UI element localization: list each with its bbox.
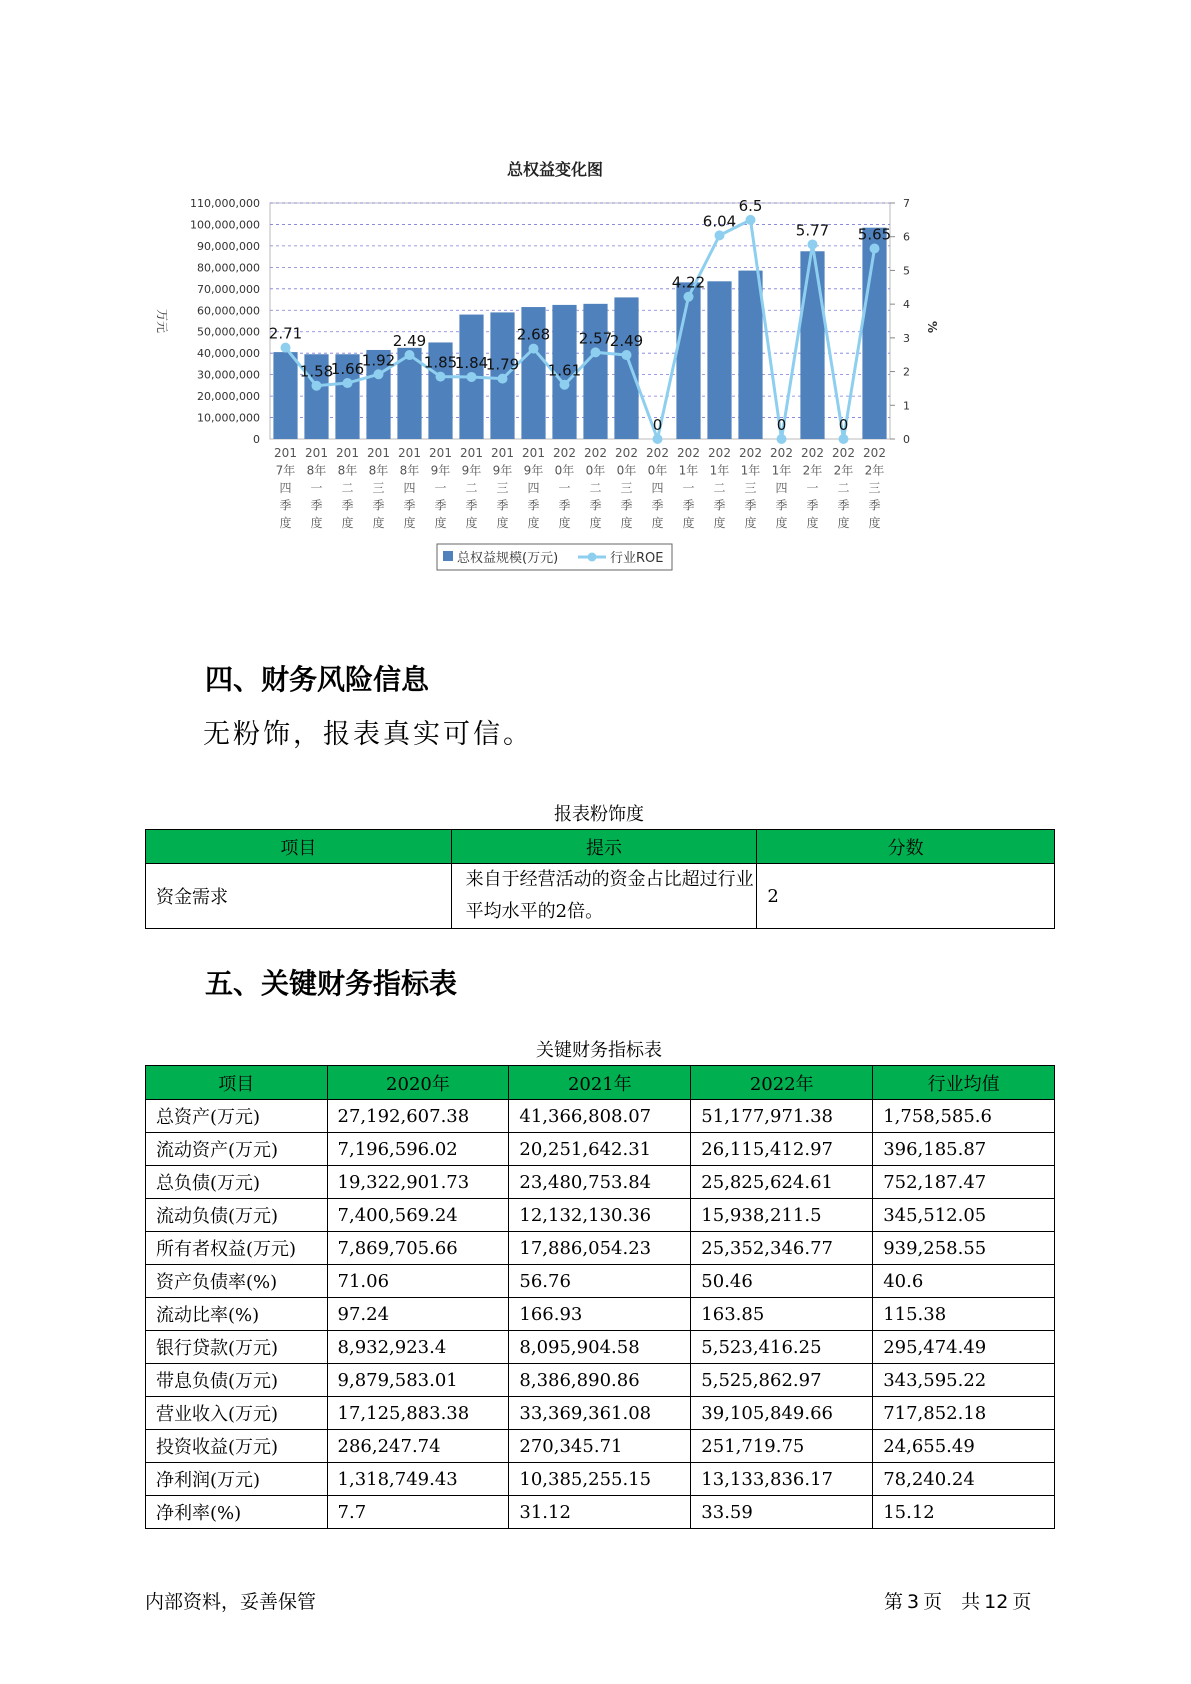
indicator-value-cell: 51,177,971.38 — [691, 1100, 873, 1133]
indicator-name-cell: 流动比率(%) — [146, 1298, 328, 1331]
indicator-value-cell: 939,258.55 — [873, 1232, 1055, 1265]
x-tick-label: 201 9年二季度 — [460, 446, 483, 530]
y-tick-label: 30,000,000 — [197, 368, 260, 382]
y-tick-label: 0 — [253, 433, 260, 446]
indicator-name-cell: 净利率(%) — [146, 1496, 328, 1529]
legend-bar-swatch — [443, 551, 453, 561]
y-tick-label: 100,000,000 — [190, 218, 260, 232]
roe-point — [777, 434, 787, 444]
indicator-value-cell: 166.93 — [509, 1298, 691, 1331]
column-header-2020: 2020年 — [327, 1066, 509, 1100]
legend-bar-label: 总权益规模(万元) — [457, 551, 559, 566]
key-indicators-body — [146, 1100, 1055, 1529]
x-tick-label: 202 2年二季度 — [832, 446, 855, 530]
risk-section-heading: 四、财务风险信息 — [205, 663, 430, 696]
indicator-name-cell: 银行贷款(万元) — [146, 1331, 328, 1364]
equity-chart — [155, 160, 1020, 620]
indicator-value-cell: 5,523,416.25 — [691, 1331, 873, 1364]
indicator-name-cell: 所有者权益(万元) — [146, 1232, 328, 1265]
bar — [738, 271, 762, 439]
indicator-value-cell: 163.85 — [691, 1298, 873, 1331]
indicator-value-cell: 17,886,054.23 — [509, 1232, 691, 1265]
window-dressing-table — [145, 829, 1055, 929]
column-header-item: 项目 — [146, 1066, 328, 1100]
bar — [862, 228, 886, 439]
risk-item-cell: 资金需求 — [146, 864, 452, 929]
column-header-hint: 提示 — [451, 830, 757, 864]
roe-data-label: 1.61 — [547, 361, 582, 380]
column-header-score: 分数 — [757, 830, 1055, 864]
indicator-value-cell: 25,352,346.77 — [691, 1232, 873, 1265]
y2-tick-label: 3 — [903, 331, 910, 345]
table-row — [146, 1430, 1055, 1463]
x-tick-label: 202 2年一季度 — [801, 446, 824, 530]
table-row — [146, 1100, 1055, 1133]
indicator-value-cell: 15.12 — [873, 1496, 1055, 1529]
indicator-value-cell: 9,879,583.01 — [327, 1364, 509, 1397]
roe-data-label: 2.68 — [516, 325, 551, 344]
x-tick-label: 201 8年三季度 — [367, 446, 390, 530]
roe-data-label: 2.49 — [609, 332, 644, 351]
table-header-row — [146, 830, 1055, 864]
roe-point — [498, 374, 508, 384]
indicator-value-cell: 8,386,890.86 — [509, 1364, 691, 1397]
y-tick-label: 80,000,000 — [197, 261, 260, 275]
indicator-value-cell: 25,825,624.61 — [691, 1166, 873, 1199]
indicator-value-cell: 39,105,849.66 — [691, 1397, 873, 1430]
table-row — [146, 1232, 1055, 1265]
indicator-value-cell: 78,240.24 — [873, 1463, 1055, 1496]
x-tick-label: 201 9年四季度 — [522, 446, 545, 530]
y2-tick-label: 0 — [903, 433, 910, 446]
chart-title: 总权益变化图 — [506, 160, 604, 179]
table-row — [146, 1463, 1055, 1496]
indicator-value-cell: 33.59 — [691, 1496, 873, 1529]
table-row — [146, 864, 1055, 929]
roe-point — [746, 215, 756, 225]
roe-data-label: 1.79 — [485, 355, 520, 374]
roe-data-label: 1.84 — [454, 353, 489, 372]
indicator-value-cell: 295,474.49 — [873, 1331, 1055, 1364]
x-tick-label: 202 1年三季度 — [739, 446, 762, 530]
roe-point — [839, 434, 849, 444]
indicator-value-cell: 1,758,585.6 — [873, 1100, 1055, 1133]
roe-data-label: 1.58 — [299, 362, 334, 381]
x-tick-label: 202 1年四季度 — [770, 446, 793, 530]
y2-tick-label: 1 — [903, 399, 910, 413]
y2-axis-label: % — [925, 321, 939, 334]
equity-chart-svg — [155, 160, 1020, 620]
indicator-value-cell: 71.06 — [327, 1265, 509, 1298]
roe-point — [312, 381, 322, 391]
indicator-name-cell: 流动资产(万元) — [146, 1133, 328, 1166]
indicator-value-cell: 33,369,361.08 — [509, 1397, 691, 1430]
roe-point — [405, 350, 415, 360]
indicator-name-cell: 流动负债(万元) — [146, 1199, 328, 1232]
roe-data-label: 0 — [652, 416, 663, 434]
indicator-value-cell: 31.12 — [509, 1496, 691, 1529]
risk-table-caption: 报表粉饰度 — [554, 804, 644, 825]
roe-data-label: 2.49 — [392, 332, 427, 351]
roe-data-label: 6.5 — [738, 196, 763, 215]
indicator-value-cell: 8,095,904.58 — [509, 1331, 691, 1364]
roe-data-label: 1.92 — [361, 351, 396, 370]
indicator-value-cell: 23,480,753.84 — [509, 1166, 691, 1199]
indicator-value-cell: 56.76 — [509, 1265, 691, 1298]
roe-point — [591, 347, 601, 357]
bar — [273, 352, 297, 439]
roe-data-label: 2.57 — [578, 329, 613, 348]
roe-point — [467, 372, 477, 382]
indicator-value-cell: 1,318,749.43 — [327, 1463, 509, 1496]
x-tick-label: 202 1年二季度 — [708, 446, 731, 530]
y-axis-label: 万元 — [155, 309, 169, 334]
indicator-value-cell: 15,938,211.5 — [691, 1199, 873, 1232]
legend-line-marker — [588, 553, 597, 562]
roe-data-label: 1.66 — [330, 360, 365, 379]
x-tick-label: 201 9年一季度 — [429, 446, 452, 530]
indicator-name-cell: 营业收入(万元) — [146, 1397, 328, 1430]
x-tick-label: 202 0年四季度 — [646, 446, 669, 530]
indicator-value-cell: 7.7 — [327, 1496, 509, 1529]
indicator-name-cell: 净利润(万元) — [146, 1463, 328, 1496]
indicator-value-cell: 41,366,808.07 — [509, 1100, 691, 1133]
x-tick-label: 201 8年一季度 — [305, 446, 328, 530]
roe-point — [281, 343, 291, 353]
indicator-section-heading: 五、关键财务指标表 — [205, 967, 458, 1000]
x-tick-label: 202 2年三季度 — [863, 446, 886, 530]
legend-line-label: 行业ROE — [610, 551, 664, 566]
key-indicators-table — [145, 1065, 1055, 1529]
y2-tick-label: 4 — [903, 298, 910, 312]
risk-hint-cell: 来自于经营活动的资金占比超过行业平均水平的2倍。 — [451, 864, 757, 929]
x-tick-label: 201 8年二季度 — [336, 446, 359, 530]
roe-point — [684, 292, 694, 302]
indicator-name-cell: 总负债(万元) — [146, 1166, 328, 1199]
x-tick-label: 201 8年四季度 — [398, 446, 421, 530]
x-tick-label: 202 1年一季度 — [677, 446, 700, 530]
roe-data-label: 5.65 — [857, 225, 892, 244]
roe-data-label: 6.04 — [702, 212, 737, 231]
table-row — [146, 1364, 1055, 1397]
indicator-value-cell: 396,185.87 — [873, 1133, 1055, 1166]
indicator-value-cell: 17,125,883.38 — [327, 1397, 509, 1430]
indicator-name-cell: 投资收益(万元) — [146, 1430, 328, 1463]
y-tick-label: 110,000,000 — [190, 197, 260, 210]
roe-point — [622, 350, 632, 360]
indicator-name-cell: 资产负债率(%) — [146, 1265, 328, 1298]
column-header-industry-avg: 行业均值 — [873, 1066, 1055, 1100]
roe-point — [529, 344, 539, 354]
roe-data-label: 5.77 — [795, 221, 830, 240]
risk-conclusion-text: 无粉饰，报表真实可信。 — [203, 719, 533, 750]
y2-tick-label: 6 — [903, 230, 910, 244]
indicator-value-cell: 27,192,607.38 — [327, 1100, 509, 1133]
roe-data-label: 0 — [838, 416, 849, 434]
y2-tick-label: 2 — [903, 365, 910, 379]
column-header-item: 项目 — [146, 830, 452, 864]
roe-point — [374, 369, 384, 379]
roe-point — [808, 239, 818, 249]
indicator-value-cell: 10,385,255.15 — [509, 1463, 691, 1496]
indicator-value-cell: 345,512.05 — [873, 1199, 1055, 1232]
roe-point — [560, 380, 570, 390]
bar — [614, 297, 638, 439]
indicator-value-cell: 5,525,862.97 — [691, 1364, 873, 1397]
bar — [800, 251, 824, 439]
indicator-value-cell: 20,251,642.31 — [509, 1133, 691, 1166]
y-tick-label: 70,000,000 — [197, 282, 260, 296]
indicator-value-cell: 115.38 — [873, 1298, 1055, 1331]
indicator-value-cell: 7,869,705.66 — [327, 1232, 509, 1265]
indicator-value-cell: 8,932,923.4 — [327, 1331, 509, 1364]
roe-point — [343, 378, 353, 388]
table-row — [146, 1166, 1055, 1199]
table-row — [146, 1265, 1055, 1298]
indicator-value-cell: 13,133,836.17 — [691, 1463, 873, 1496]
indicator-value-cell: 343,595.22 — [873, 1364, 1055, 1397]
x-tick-label: 201 9年三季度 — [491, 446, 514, 530]
indicator-value-cell: 40.6 — [873, 1265, 1055, 1298]
table-row — [146, 1397, 1055, 1430]
confidential-notice: 内部资料，妥善保管 — [145, 1591, 317, 1613]
page-number: 第 3 页 共 12 页 — [884, 1591, 1032, 1613]
bar — [707, 281, 731, 439]
roe-point — [653, 434, 663, 444]
indicator-value-cell: 286,247.74 — [327, 1430, 509, 1463]
y-tick-label: 10,000,000 — [197, 411, 260, 425]
x-tick-label: 201 7年四季度 — [274, 446, 297, 530]
risk-score-cell: 2 — [757, 864, 1055, 929]
x-tick-label: 202 0年三季度 — [615, 446, 638, 530]
table-row — [146, 1331, 1055, 1364]
indicator-value-cell: 97.24 — [327, 1298, 509, 1331]
roe-point — [436, 372, 446, 382]
x-tick-label: 202 0年二季度 — [584, 446, 607, 530]
column-header-2022: 2022年 — [691, 1066, 873, 1100]
roe-point — [715, 230, 725, 240]
indicator-value-cell: 24,655.49 — [873, 1430, 1055, 1463]
bar — [583, 304, 607, 439]
table-row — [146, 1298, 1055, 1331]
indicator-value-cell: 50.46 — [691, 1265, 873, 1298]
table-row — [146, 1133, 1055, 1166]
indicator-value-cell: 19,322,901.73 — [327, 1166, 509, 1199]
y-tick-label: 20,000,000 — [197, 390, 260, 404]
x-tick-label: 202 0年一季度 — [553, 446, 576, 530]
bar — [676, 282, 700, 439]
indicator-table-caption: 关键财务指标表 — [536, 1040, 662, 1061]
column-header-2021: 2021年 — [509, 1066, 691, 1100]
indicator-value-cell: 752,187.47 — [873, 1166, 1055, 1199]
roe-data-label: 2.71 — [268, 324, 303, 343]
indicator-value-cell: 7,196,596.02 — [327, 1133, 509, 1166]
table-header-row — [146, 1066, 1055, 1100]
table-row — [146, 1496, 1055, 1529]
y-tick-label: 60,000,000 — [197, 304, 260, 318]
table-row — [146, 1199, 1055, 1232]
roe-data-label: 4.22 — [671, 273, 706, 292]
indicator-value-cell: 12,132,130.36 — [509, 1199, 691, 1232]
y-tick-label: 40,000,000 — [197, 347, 260, 361]
indicator-value-cell: 270,345.71 — [509, 1430, 691, 1463]
y2-tick-label: 5 — [903, 264, 910, 278]
roe-point — [870, 244, 880, 254]
indicator-value-cell: 717,852.18 — [873, 1397, 1055, 1430]
y-tick-label: 50,000,000 — [197, 325, 260, 339]
indicator-value-cell: 7,400,569.24 — [327, 1199, 509, 1232]
indicator-value-cell: 26,115,412.97 — [691, 1133, 873, 1166]
roe-data-label: 0 — [776, 416, 787, 434]
y2-tick-label: 7 — [903, 197, 910, 210]
y-tick-label: 90,000,000 — [197, 239, 260, 253]
indicator-value-cell: 251,719.75 — [691, 1430, 873, 1463]
indicator-name-cell: 带息负债(万元) — [146, 1364, 328, 1397]
indicator-name-cell: 总资产(万元) — [146, 1100, 328, 1133]
roe-data-label: 1.85 — [423, 353, 458, 372]
